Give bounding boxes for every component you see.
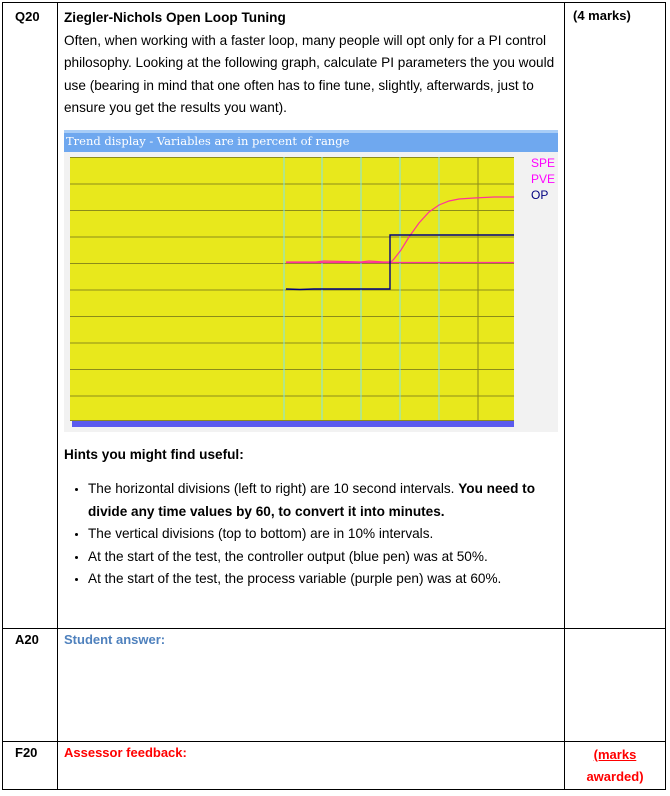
question-table bbox=[2, 2, 666, 790]
legend-pve: PVE bbox=[531, 171, 556, 186]
legend-spe: SPE bbox=[531, 155, 556, 170]
question-title: Ziegler-Nichols Open Loop Tuning bbox=[64, 10, 286, 25]
hint-bold-text: You need to divide any time values by 60, to convert it into minutes. bbox=[88, 481, 536, 519]
answer-id: A20 bbox=[3, 629, 58, 742]
question-id: Q20 bbox=[3, 3, 58, 629]
marks-awarded-bottom: awarded) bbox=[586, 769, 644, 784]
hint-item: • At the start of the test, the process variable (purple pen) was at 60%. bbox=[88, 568, 558, 591]
student-answer-field[interactable] bbox=[58, 629, 565, 742]
hints-list bbox=[64, 478, 558, 591]
question-body bbox=[58, 3, 565, 629]
feedback-id: F20 bbox=[3, 742, 58, 790]
plot-bottom-bar bbox=[72, 421, 514, 427]
hint-item: • At the start of the test, the controller output (blue pen) was at 50%. bbox=[88, 546, 558, 569]
marks-awarded-top: (marks bbox=[593, 747, 637, 762]
hint-item: • The vertical divisions (top to bottom) are in 10% intervals. bbox=[88, 523, 558, 546]
trend-display bbox=[64, 130, 558, 432]
hint-item: • The horizontal divisions (left to right) are 10 second intervals. You need to divide any time values by 60, to convert it into minutes. bbox=[88, 478, 558, 523]
assessor-feedback-label: Assessor feedback: bbox=[64, 745, 187, 760]
answer-marks-cell bbox=[565, 629, 666, 742]
student-answer-label: Student answer: bbox=[64, 632, 166, 647]
legend-op: OP bbox=[531, 187, 549, 202]
trend-chart bbox=[64, 130, 558, 432]
hints-title: Hints you might find useful: bbox=[64, 446, 244, 462]
marks-awarded bbox=[565, 742, 666, 790]
question-text: Often, when working with a faster loop, many people will opt only for a PI control philosophy. Looking at the following graph, calculate PI parameters the you would use (bearing in mind that one often has to fine tune, slightly, afterwards, just to ensure you get the results you want). bbox=[64, 32, 555, 115]
question-marks: (4 marks) bbox=[565, 3, 666, 629]
trend-title: Trend display - Variables are in percent of range bbox=[66, 133, 350, 148]
assessor-feedback-field[interactable] bbox=[58, 742, 565, 790]
